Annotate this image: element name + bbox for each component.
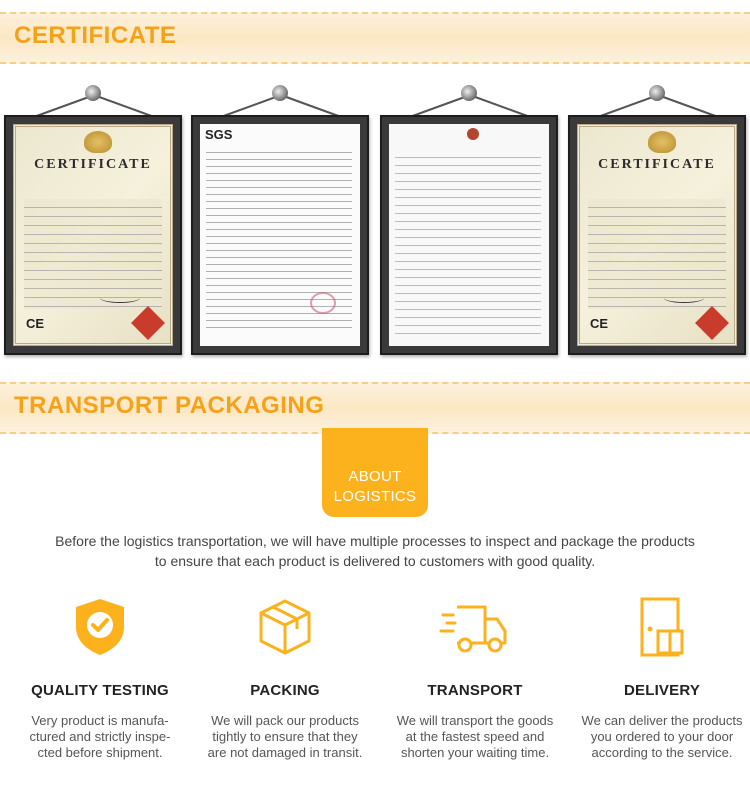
stamp-icon — [695, 306, 729, 340]
feature-packing — [191, 595, 379, 760]
feature-description-line: We will pack our products — [211, 713, 359, 728]
door-delivery-icon — [630, 595, 694, 659]
certificate-frame-4 — [568, 85, 746, 357]
inspection-report-image — [389, 124, 549, 346]
feature-transport — [381, 595, 569, 760]
about-line-2: LOGISTICS — [333, 488, 417, 505]
sgs-report-image — [200, 124, 360, 346]
nail-icon — [85, 85, 101, 101]
emblem-icon — [84, 131, 112, 153]
certificate-heading: CERTIFICATE — [34, 157, 152, 172]
nail-icon — [649, 85, 665, 101]
sgs-logo: SGS — [205, 127, 233, 142]
certificate-banner — [0, 12, 750, 64]
feature-description-line: cted before shipment. — [37, 745, 163, 760]
about-logistics-tab — [322, 428, 428, 517]
feature-description — [568, 713, 750, 761]
feature-description-line: Very product is manufa- — [31, 713, 169, 728]
feature-description — [191, 713, 379, 761]
shield-check-icon — [68, 595, 132, 659]
intro-text-line-2: to ensure that each product is delivered to customers with good quality. — [154, 553, 596, 569]
stamp-icon — [310, 292, 336, 314]
ce-certificate-image — [13, 124, 173, 346]
feature-quality-testing — [6, 595, 194, 760]
feature-description-line: ctured and strictly inspe- — [29, 729, 171, 744]
feature-title: TRANSPORT — [427, 682, 523, 699]
feature-description-line: We will transport the goods — [396, 713, 554, 728]
emblem-icon — [648, 131, 676, 153]
feature-description-line: are not damaged in transit. — [207, 745, 363, 760]
feature-title: QUALITY TESTING — [31, 682, 169, 699]
feature-description-line: according to the service. — [591, 745, 733, 760]
nail-icon — [461, 85, 477, 101]
certificate-heading: CERTIFICATE — [598, 157, 716, 172]
report-logo-icon — [467, 128, 479, 140]
certificate-frame-3 — [380, 85, 558, 357]
feature-delivery — [568, 595, 750, 760]
feature-description — [6, 713, 194, 761]
ce-certificate-image — [577, 124, 737, 346]
intro-text-line-1: Before the logistics transportation, we will have multiple processes to inspect and package the products — [55, 533, 695, 549]
transport-packaging-banner — [0, 382, 750, 434]
certificate-frame-2 — [191, 85, 369, 357]
feature-description-line: shorten your waiting time. — [400, 745, 550, 760]
truck-icon — [439, 595, 511, 659]
feature-description-line: tightly to ensure that they — [212, 729, 358, 744]
transport-section-title: TRANSPORT PACKAGING — [14, 392, 325, 419]
stamp-icon — [131, 306, 165, 340]
feature-description-line: at the fastest speed and — [405, 729, 545, 744]
nail-icon — [272, 85, 288, 101]
feature-description-line: you ordered to your door — [590, 729, 734, 744]
ce-mark: CE — [26, 316, 45, 331]
ce-mark: CE — [590, 316, 609, 331]
feature-description-line: We can deliver the products — [581, 713, 743, 728]
feature-title: PACKING — [250, 682, 320, 699]
certificate-frame-1 — [4, 85, 182, 357]
about-line-1: ABOUT — [348, 468, 402, 485]
certificate-section-title: CERTIFICATE — [14, 22, 177, 49]
feature-title: DELIVERY — [623, 682, 701, 699]
box-icon — [253, 595, 317, 659]
feature-description — [381, 713, 569, 761]
